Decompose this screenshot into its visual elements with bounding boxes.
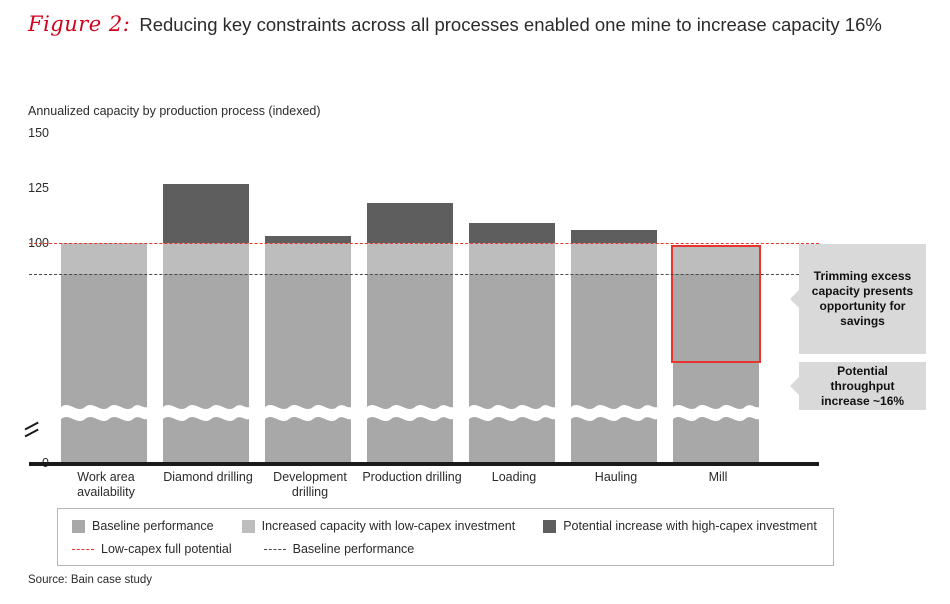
legend-item-potential-increase[interactable] (543, 519, 817, 533)
bar-break-squiggle (163, 399, 249, 425)
y-axis-tick-100: 100 (28, 236, 49, 250)
x-axis-label-mill: Mill (708, 470, 728, 484)
bar-segment-baseline (469, 274, 555, 463)
figure-title-row (28, 12, 928, 36)
bar-group-development-drilling[interactable] (265, 236, 351, 463)
callout-arrow-icon (790, 377, 799, 395)
reference-line-low-capex-full-potential (29, 243, 819, 244)
bar-segment-low-capex (367, 243, 453, 274)
bar-group-loading[interactable] (469, 223, 555, 463)
legend-swatch-icon (72, 520, 85, 533)
legend-row-lines (72, 542, 414, 556)
figure-number-label: Figure 2: (28, 12, 131, 36)
y-axis-break-icon (24, 421, 40, 437)
bar-segment-high-capex (367, 203, 453, 243)
x-axis-label-development-drilling: Development drilling (273, 470, 347, 499)
x-axis-label-production-drilling: Production drilling (362, 470, 462, 484)
chart-plot-area (28, 126, 839, 463)
bar-group-diamond-drilling[interactable] (163, 184, 249, 463)
bar-segment-low-capex (571, 243, 657, 274)
bar-break-squiggle (673, 399, 759, 425)
y-axis-tick-125: 125 (28, 181, 49, 195)
bar-segment-low-capex (265, 243, 351, 274)
bar-segment-baseline (163, 274, 249, 463)
bar-group-hauling[interactable] (571, 230, 657, 463)
bar-segment-baseline (265, 274, 351, 463)
bar-break-squiggle (265, 399, 351, 425)
callout-throughput-text: Potential throughput increase ~16% (820, 363, 905, 408)
bar-group-mill[interactable] (673, 245, 759, 463)
legend-label: Potential increase with high-capex investment (563, 519, 817, 533)
bar-segment-high-capex (469, 223, 555, 243)
x-axis-line (29, 462, 819, 466)
bar-segment-high-capex (571, 230, 657, 243)
bar-segment-baseline (61, 274, 147, 463)
legend-dashed-line-icon (264, 549, 286, 550)
callout-savings-text: Trimming excess capacity presents opportunity for savings (811, 269, 914, 328)
x-axis-label-loading: Loading (491, 470, 537, 484)
legend-label: Baseline performance (292, 542, 415, 556)
mill-highlight-outline (671, 245, 761, 363)
callout-savings (799, 244, 926, 354)
bar-segment-baseline (571, 274, 657, 463)
legend-row-swatches (72, 519, 817, 533)
legend-item-low-capex-full-potential[interactable] (72, 542, 232, 556)
x-axis-label-work-area-availability: Work area availability (77, 470, 135, 499)
page-title: Reducing key constraints across all processes enabled one mine to increase capacity 16% (139, 14, 882, 35)
bar-group-work-area-availability[interactable] (61, 243, 147, 463)
bar-break-squiggle (571, 399, 657, 425)
callout-throughput (799, 362, 926, 410)
legend-dashed-line-icon (72, 549, 94, 550)
y-axis-tick-150: 150 (28, 126, 49, 140)
legend-item-baseline-performance[interactable] (72, 519, 214, 533)
bar-break-squiggle (469, 399, 555, 425)
legend-swatch-icon (242, 520, 255, 533)
x-axis-label-hauling: Hauling (594, 470, 638, 484)
bar-segment-low-capex (469, 243, 555, 274)
source-note: Source: Bain case study (28, 574, 153, 586)
bar-segment-low-capex (61, 243, 147, 274)
legend-swatch-icon (543, 520, 556, 533)
bar-segment-high-capex (163, 184, 249, 243)
bar-segment-high-capex (265, 236, 351, 243)
chart-legend (57, 508, 834, 566)
legend-item-baseline-performance-line[interactable] (264, 542, 415, 556)
bar-break-squiggle (367, 399, 453, 425)
reference-line-baseline-performance (29, 274, 819, 275)
bar-series-container (57, 133, 839, 463)
bar-break-squiggle (61, 399, 147, 425)
chart-subtitle: Annualized capacity by production process (indexed) (28, 104, 321, 118)
legend-label: Low-capex full potential (101, 542, 232, 556)
legend-label: Baseline performance (92, 519, 214, 533)
legend-item-increased-capacity[interactable] (242, 519, 516, 533)
callout-arrow-icon (790, 290, 799, 308)
x-axis-label-diamond-drilling: Diamond drilling (163, 470, 253, 484)
legend-label: Increased capacity with low-capex investment (261, 519, 516, 533)
bar-group-production-drilling[interactable] (367, 203, 453, 463)
bar-segment-baseline (367, 274, 453, 463)
bar-segment-low-capex (163, 243, 249, 274)
